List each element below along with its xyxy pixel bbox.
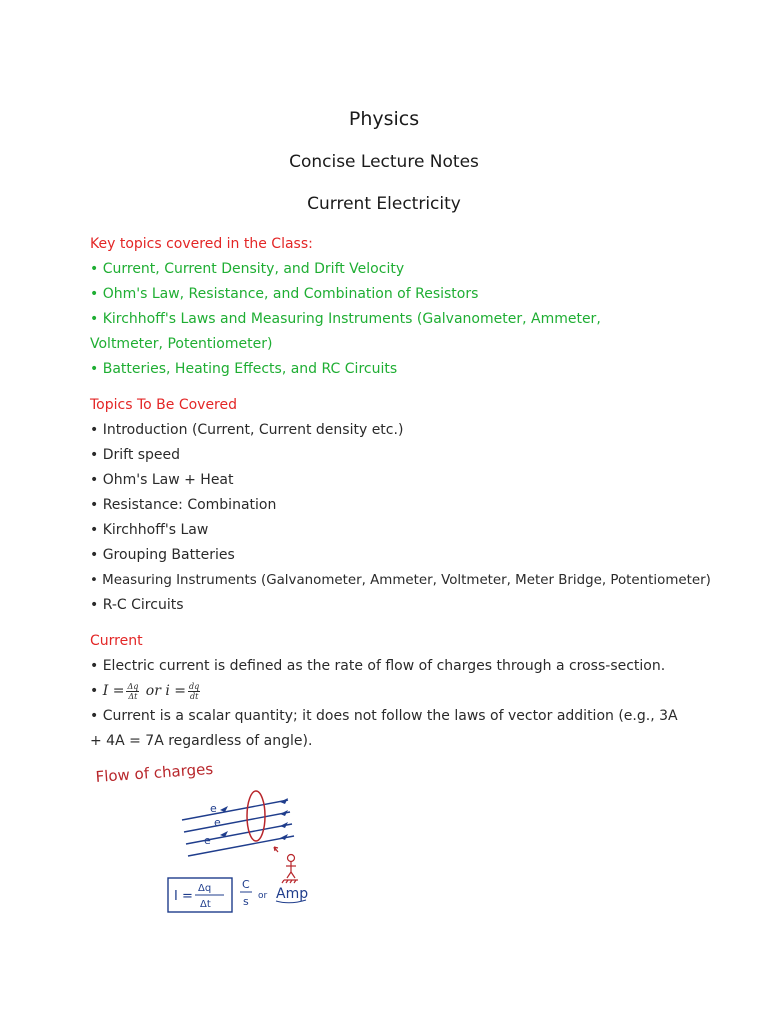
topic-item: • Ohm's Law + Heat bbox=[90, 472, 234, 488]
boxed-formula-num: Δq bbox=[198, 883, 212, 894]
formula-numerator: Δq bbox=[127, 681, 139, 691]
unit-name: Amp bbox=[276, 886, 309, 902]
boxed-formula bbox=[174, 883, 224, 910]
topic-item: • Drift speed bbox=[90, 447, 181, 463]
current-scalar-note: • Current is a scalar quantity; it does not follow the laws of vector addition (e.g., 3A + 4A = 7A regardless of angle). bbox=[90, 708, 678, 749]
boxed-formula-lhs: I = bbox=[174, 889, 193, 904]
flow-line bbox=[182, 800, 288, 820]
formula-lhs-instant: i = bbox=[165, 683, 187, 699]
topic-item: • Kirchhoff's Law bbox=[90, 522, 209, 538]
notes-type-title: Concise Lecture Notes bbox=[289, 152, 479, 172]
flow-line bbox=[184, 812, 290, 832]
current-formula-line bbox=[90, 679, 690, 704]
formula-lhs-avg: I = bbox=[102, 683, 125, 699]
formula-fraction-avg bbox=[126, 682, 139, 701]
diagram-caption: Flow of charges bbox=[95, 760, 214, 786]
key-topic-item: • Ohm's Law, Resistance, and Combination of Resistors bbox=[90, 286, 479, 302]
boxed-formula-den: Δt bbox=[200, 899, 211, 910]
charge-label: e bbox=[210, 802, 217, 815]
flow-of-charges-diagram bbox=[90, 760, 350, 920]
key-topics-heading: Key topics covered in the Class: bbox=[90, 236, 313, 252]
charge-label: e bbox=[204, 834, 211, 847]
chapter-title: Current Electricity bbox=[307, 194, 461, 214]
key-topic-item: • Batteries, Heating Effects, and RC Circuits bbox=[90, 361, 398, 377]
observer-figure-icon bbox=[274, 847, 298, 883]
unit-expression bbox=[240, 878, 308, 908]
formula-denominator: Δt bbox=[128, 691, 138, 701]
flow-line bbox=[186, 824, 292, 844]
topic-item: • R-C Circuits bbox=[90, 597, 184, 613]
unit-numerator: C bbox=[242, 878, 250, 891]
cross-section-ellipse bbox=[247, 791, 265, 841]
charge-label: e bbox=[214, 816, 221, 829]
topic-item: • Introduction (Current, Current density etc.) bbox=[90, 422, 404, 438]
formula-fraction-instant bbox=[188, 682, 200, 701]
formula-numerator: dq bbox=[189, 681, 200, 691]
current-definition: • Electric current is defined as the rate of flow of charges through a cross-section. bbox=[90, 658, 666, 674]
formula-or: or bbox=[145, 683, 161, 699]
topic-item: • Resistance: Combination bbox=[90, 497, 277, 513]
formula-bullet: • bbox=[90, 683, 99, 699]
topics-to-cover-heading: Topics To Be Covered bbox=[90, 397, 237, 413]
topic-item: • Measuring Instruments (Galvanometer, Ammeter, Voltmeter, Meter Bridge, Potentiometer) bbox=[90, 573, 711, 588]
formula-denominator: dt bbox=[190, 691, 199, 701]
key-topic-item: • Current, Current Density, and Drift Velocity bbox=[90, 261, 405, 277]
key-topics-section bbox=[90, 232, 690, 382]
page-subject-title: Physics bbox=[348, 108, 420, 130]
topic-item: • Grouping Batteries bbox=[90, 547, 235, 563]
topics-to-cover-section bbox=[90, 393, 711, 618]
unit-denominator: s bbox=[243, 895, 249, 908]
current-heading: Current bbox=[90, 633, 143, 649]
current-section bbox=[90, 629, 690, 754]
key-topic-item: • Kirchhoff's Laws and Measuring Instruments (Galvanometer, Ammeter, Voltmeter, Potentiometer) bbox=[90, 311, 601, 352]
charge-labels bbox=[204, 802, 221, 847]
unit-or: or bbox=[258, 891, 268, 901]
